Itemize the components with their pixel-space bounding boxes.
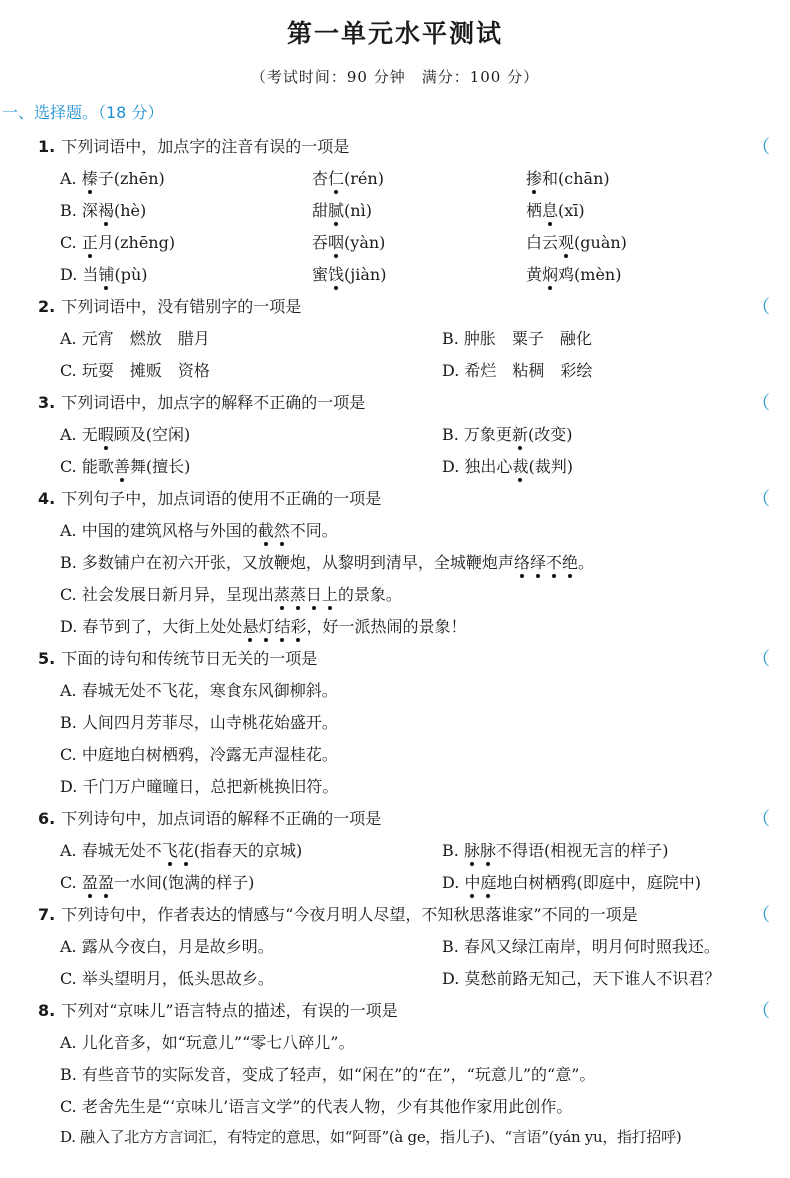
emphasis-char: 蒸 [274, 582, 290, 605]
emphasis-char: 截 [258, 518, 274, 541]
q1-option-d1: D. 当铺(pù) [60, 262, 147, 285]
q1-option-c1: C. 正月(zhēng) [60, 230, 175, 253]
emphasis-char: 绎 [530, 550, 546, 573]
q5-option-b: B. 人间四月芳菲尽，山寺桃花始盛开。 [60, 713, 338, 732]
emphasis-char: 盈 [98, 870, 114, 893]
emphasis-char: 庭 [480, 870, 496, 893]
exam-info: （考试时间：90 分钟 满分：100 分） [250, 68, 540, 86]
q5-option-d: D. 千门万户曈曈日，总把新桃换旧符。 [60, 777, 339, 796]
q6-option-d: D. 中庭地白树栖鸦(即庭中，庭院中) [442, 870, 701, 893]
q1-option-c2: 吞咽(yàn) [312, 230, 385, 253]
q7-option-d: D. 莫愁前路无知己，天下谁人不识君？ [442, 969, 721, 988]
emphasis-char: 日 [306, 582, 322, 605]
question-5: 5. 下面的诗句和传统节日无关的一项是 [38, 649, 318, 668]
q5-option-a: A. 春城无处不飞花，寒食东风御柳斜。 [60, 681, 338, 700]
q1-option-b2: 甜腻(nì) [312, 198, 372, 221]
q1-option-c3: 白云观(guàn) [526, 230, 627, 253]
q7-option-b: B. 春风又绿江南岸，明月何时照我还。 [442, 937, 720, 956]
q6-option-a: A. 春城无处不飞花(指春天的京城) [60, 838, 302, 861]
question-8: 8. 下列对“京味儿”语言特点的描述，有误的一项是 [38, 1001, 398, 1020]
q8-option-c: C. 老舍先生是“‘京味儿’语言文学”的代表人物，少有其他作家用此创作。 [60, 1097, 573, 1116]
emphasis-char: 中 [464, 870, 480, 893]
q1-option-b1: B. 深褐(hè) [60, 198, 146, 221]
answer-paren-4: （ [752, 489, 770, 510]
q7-option-c: C. 举头望明月，低头思故乡。 [60, 969, 274, 988]
answer-paren-2: （ [752, 297, 770, 318]
q2-option-a: A. 元宵 燃放 腊月 [60, 329, 210, 348]
emphasis-char: 盈 [82, 870, 98, 893]
q1-option-d3: 黄焖鸡(mèn) [526, 262, 621, 285]
q1-option-a2: 杏仁(rén) [312, 166, 384, 189]
page-title: 第一单元水平测试 [286, 19, 503, 48]
q3-option-b: B. 万象更新(改变) [442, 422, 572, 445]
answer-paren-8: （ [752, 1001, 770, 1022]
emphasis-char: 彩 [290, 614, 306, 637]
q5-option-c: C. 中庭地白树栖鸦，冷露无声湿桂花。 [60, 745, 338, 764]
emphasis-char: 上 [322, 582, 338, 605]
emphasis-char: 结 [274, 614, 290, 637]
emphasis-char: 飞 [162, 838, 178, 861]
q6-option-b: B. 脉脉不得语(相视无言的样子) [442, 838, 668, 861]
q1-option-d2: 蜜饯(jiàn) [312, 262, 386, 285]
q8-option-a: A. 儿化音多，如“玩意儿”“零七八碎儿”。 [60, 1033, 355, 1052]
answer-paren-7: （ [752, 905, 770, 926]
emphasis-char: 悬 [242, 614, 258, 637]
q7-option-a: A. 露从今夜白，月是故乡明。 [60, 937, 274, 956]
answer-paren-6: （ [752, 809, 770, 830]
question-6: 6. 下列诗句中，加点词语的解释不正确的一项是 [38, 809, 382, 828]
q3-option-d: D. 独出心裁(裁判) [442, 454, 573, 477]
emphasis-char: 灯 [258, 614, 274, 637]
q1-option-b3: 栖息(xī) [526, 198, 585, 221]
question-2: 2. 下列词语中，没有错别字的一项是 [38, 297, 302, 316]
answer-paren-1: （ [752, 137, 770, 158]
q8-option-b: B. 有些音节的实际发音，变成了轻声，如“闲在”的“在”，“玩意儿”的“意”。 [60, 1065, 596, 1084]
q4-option-c: C. 社会发展日新月异，呈现出蒸蒸日上的景象。 [60, 582, 402, 605]
answer-paren-3: （ [752, 393, 770, 414]
q3-option-c: C. 能歌善舞(擅长) [60, 454, 190, 477]
q2-option-b: B. 肿胀 粟子 融化 [442, 329, 592, 348]
emphasis-char: 花 [178, 838, 194, 861]
q2-option-d: D. 希烂 粘稠 彩绘 [442, 361, 593, 380]
emphasis-char: 脉 [464, 838, 480, 861]
q4-option-b: B. 多数铺户在初六开张，又放鞭炮，从黎明到清早，全城鞭炮声络绎不绝。 [60, 550, 594, 573]
emphasis-char: 然 [274, 518, 290, 541]
emphasis-char: 不 [546, 550, 562, 573]
q8-option-d: D. 融入了北方方言词汇，有特定的意思，如“阿哥”(à ge，指儿子)、“言语”(yán yu，指打招呼) [60, 1128, 682, 1146]
answer-paren-5: （ [752, 649, 770, 670]
question-4: 4. 下列句子中，加点词语的使用不正确的一项是 [38, 489, 382, 508]
emphasis-char: 脉 [480, 838, 496, 861]
question-1: 1. 下列词语中，加点字的注音有误的一项是 [38, 137, 350, 156]
q4-option-a: A. 中国的建筑风格与外国的截然不同。 [60, 518, 338, 541]
q2-option-c: C. 玩耍 摊贩 资格 [60, 361, 210, 380]
q6-option-c: C. 盈盈一水间(饱满的样子) [60, 870, 254, 893]
q4-option-d: D. 春节到了，大街上处处悬灯结彩，好一派热闹的景象！ [60, 614, 467, 637]
q1-option-a3: 掺和(chān) [526, 166, 610, 189]
question-3: 3. 下列词语中，加点字的解释不正确的一项是 [38, 393, 366, 412]
question-7: 7. 下列诗句中，作者表达的情感与“今夜月明人尽望，不知秋思落谁家”不同的一项是 [38, 905, 638, 924]
section-heading: 一、选择题。（18 分） [2, 103, 164, 122]
q1-option-a1: A. 榛子(zhēn) [60, 166, 165, 189]
emphasis-char: 蒸 [290, 582, 306, 605]
emphasis-char: 绝 [562, 550, 578, 573]
emphasis-char: 络 [514, 550, 530, 573]
q3-option-a: A. 无暇顾及(空闲) [60, 422, 190, 445]
